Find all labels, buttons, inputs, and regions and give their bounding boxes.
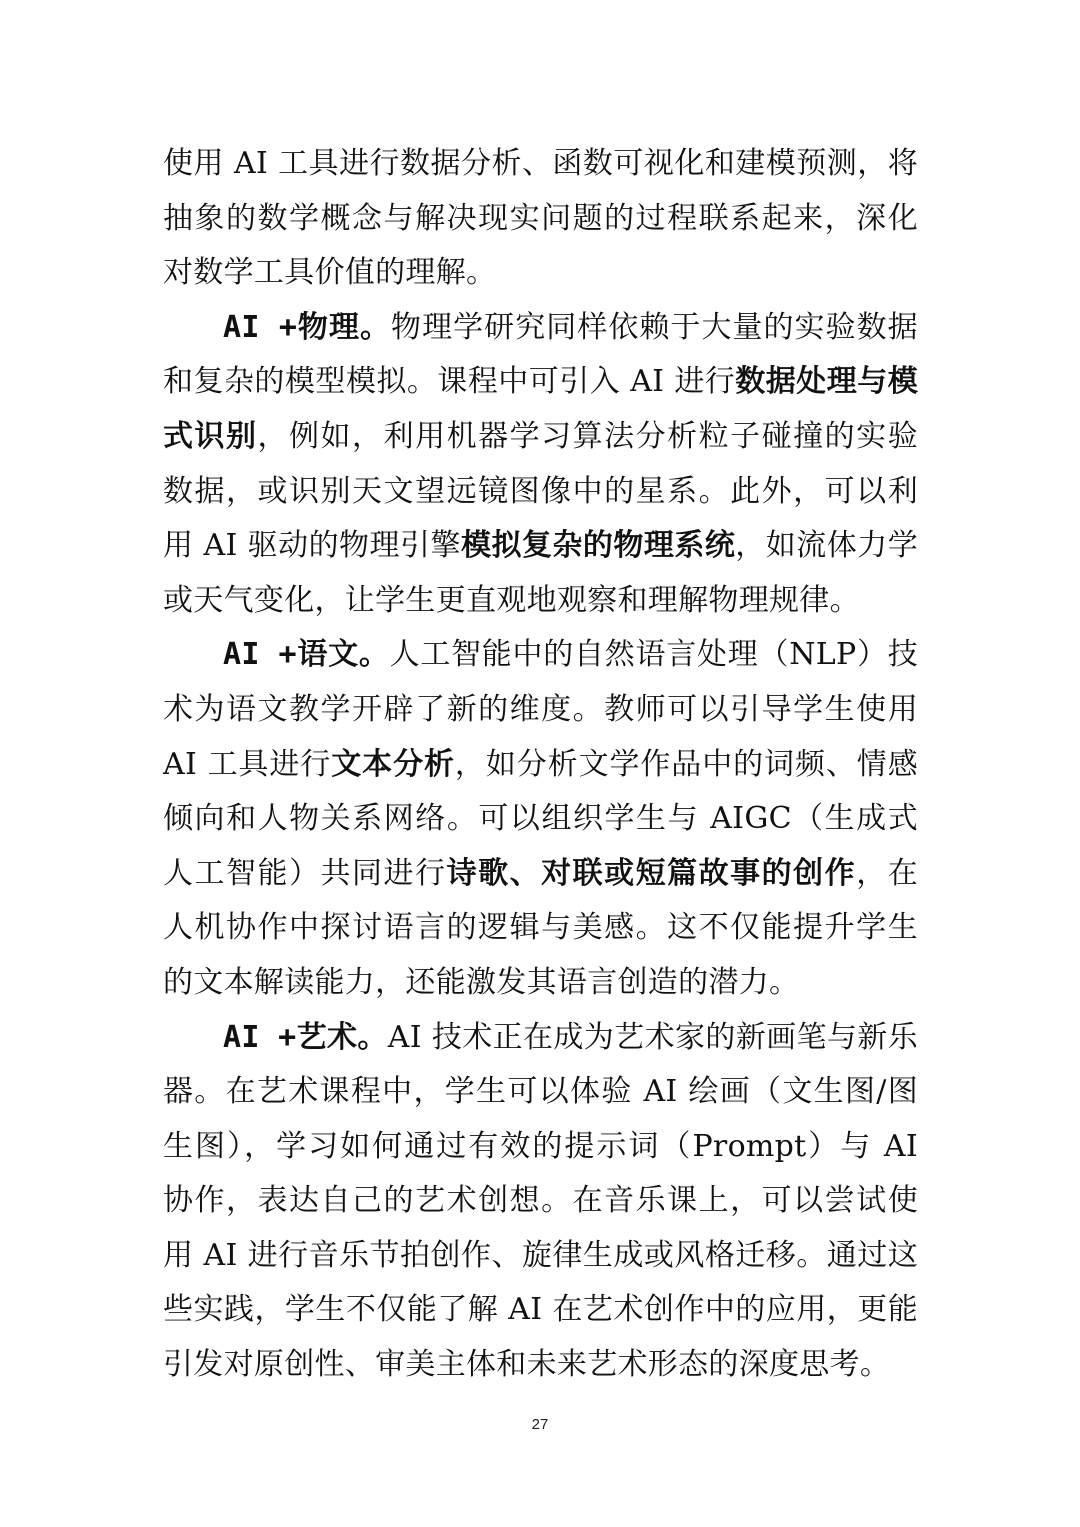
physics-text-3: ，如流体力学或天气变化，让学生更直观地观察和理解物理规律。 <box>163 528 918 618</box>
chinese-lead: AI +语文。 <box>223 637 390 673</box>
physics-text-2: ，例如，利用机器学习算法分析粒子碰撞的实验数据，或识别天文望远镜图像中的星系。此外，可以利用 AI 驱动的物理引擎 <box>163 418 918 564</box>
math-text-1: 使用 AI 工具进行数据分析、函数可视化和建模预测，将抽象的数学概念与解决现实问题的过程联系起来，深化对数学工具价值的理解。 <box>163 146 918 291</box>
page-number: 27 <box>531 1416 549 1433</box>
paragraph-physics <box>163 301 918 629</box>
chinese-bold-2: 诗歌、对联或短篇故事的创作 <box>446 855 857 891</box>
physics-bold-2: 模拟复杂的物理系统 <box>460 528 736 564</box>
chinese-text-2: ，如分析文学作品中的词频、情感倾向和人物关系网络。可以组织学生与 AIGC（生成式人工智能）共同进行 <box>163 746 919 891</box>
physics-text-1: 物理学研究同样依赖于大量的实验数据和复杂的模型模拟。课程中可引入 AI 进行 <box>163 309 918 400</box>
paragraph-chinese <box>163 628 918 1010</box>
chinese-bold-1: 文本分析 <box>331 746 455 782</box>
page-body <box>163 137 918 1393</box>
chinese-text-3: ，在人机协作中探讨语言的逻辑与美感。这不仅能提升学生的文本解读能力，还能激发其语言创造的潜力。 <box>163 855 918 1000</box>
art-lead: AI +艺术。 <box>223 1019 388 1055</box>
physics-bold-1: 数据处理与模式识别 <box>163 364 918 454</box>
chinese-text-1: 人工智能中的自然语言处理（NLP）技术为语文教学开辟了新的维度。教师可以引导学生使用 AI 工具进行 <box>163 637 918 782</box>
paragraph-art <box>163 1011 918 1393</box>
physics-lead: AI +物理。 <box>223 309 392 345</box>
art-text-1: AI 技术正在成为艺术家的新画笔与新乐器。在艺术课程中，学生可以体验 AI 绘画（文生图/图生图），学习如何通过有效的提示词（Prompt）与 AI 协作，表达自己的艺术创想。在音乐课上，可以尝试使用 AI 进行音乐节拍创作、旋律生成或风格迁移。通过这些实践，学生不仅能了解 AI 在艺术创作中的应用，更能引发对原创性、审美主体和未来艺术形态的深度思考。 <box>163 1019 918 1383</box>
paragraph-math-continuation <box>163 137 918 301</box>
